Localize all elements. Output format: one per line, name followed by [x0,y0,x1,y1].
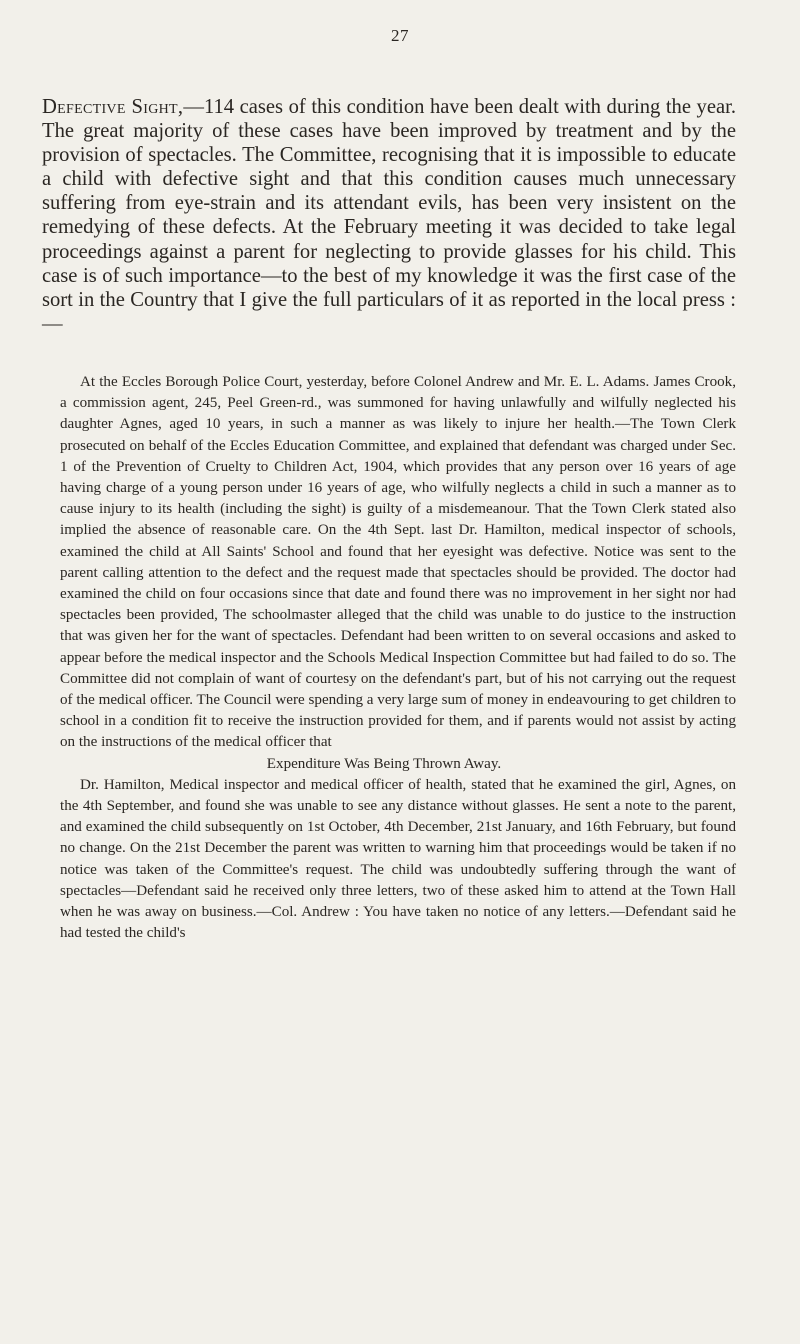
press-report [60,372,736,944]
page-number: 27 [391,26,409,45]
report-paragraph-2: Dr. Hamilton, Medical inspector and medical officer of health, stated that he examined the girl, Agnes, on the 4th September, and found she was unable to see any distance without glasses. He sent a note to the parent, and examined the child subsequently on 1st October, 4th December, 21st January, and 16th February, but found no change. On the 21st December the parent was written to warning him that proceedings would be taken if no notice was taken of the Committee's request. The child was undoubtedly suffering through the want of spectacles—Defendant said he received only three letters, two of these asked him to attend at the Town Hall when he was away on business.—Col. Andrew : You have taken no notice of any letters.—Defendant said he had tested the child's [60,776,736,942]
report-subheading: Expenditure Was Being Thrown Away. [266,755,502,772]
intro-paragraph [42,95,736,336]
intro-text: —114 cases of this condition have been dealt with during the year. The great majority of these cases have been improved by treatment and by the provision of spectacles. The Committee, recognising that it is impossible to educate a child with defective sight and that this condition causes much unnecessary suffering from eye-strain and its attendant evils, has been very insistent on the remedying of these defects. At the February meeting it was decided to take legal proceedings against a parent for neglecting to provide glasses for his child. This case is of such importance—to the best of my knowledge it was the first case of the sort in the Country that I give the full particulars of it as reported in the local press :— [42,96,736,335]
report-paragraph-1: At the Eccles Borough Police Court, yesterday, before Colonel Andrew and Mr. E. L. Adams. James Crook, a commission agent, 245, Peel Green-rd., was summoned for having unlawfully and wilfully neglected his daughter Agnes, aged 10 years, in such a manner as was likely to injure her health.—The Town Clerk prosecuted on behalf of the Eccles Education Committee, and explained that defendant was charged under Sec. 1 of the Prevention of Cruelty to Children Act, 1904, which provides that any person over 16 years of age having charge of a young person under 16 years of age, who wilfully neglects a child in such a manner as to cause injury to its health (including the sight) is guilty of a misdemeanour. That the Town Clerk stated also implied the absence of reasonable care. On the 4th Sept. last Dr. Hamilton, medical inspector of schools, examined the child at All Saints' School and found that her eyesight was defective. Notice was sent to the parent calling attention to the defect and the request made that spectacles should be provided. The doctor had examined the child on four occasions since that date and found there was no improvement in her sight nor had spectacles been provided, The schoolmaster alleged that the child was unable to do justice to the instruction that was given her for the want of spectacles. Defendant had been written to on several occasions and asked to appear before the medical inspector and the Schools Medical Inspection Committee but had failed to do so. The Committee did not complain of want of courtesy on the defendant's part, but of his not carrying out the request of the medical officer. The Council were spending a very large sum of money in endeavouring to get children to school in a condition fit to receive the instruction provided for them, and if parents would not assist by acting on the instructions of the medical officer that [60,374,736,751]
section-heading: Defective Sight, [42,96,184,118]
